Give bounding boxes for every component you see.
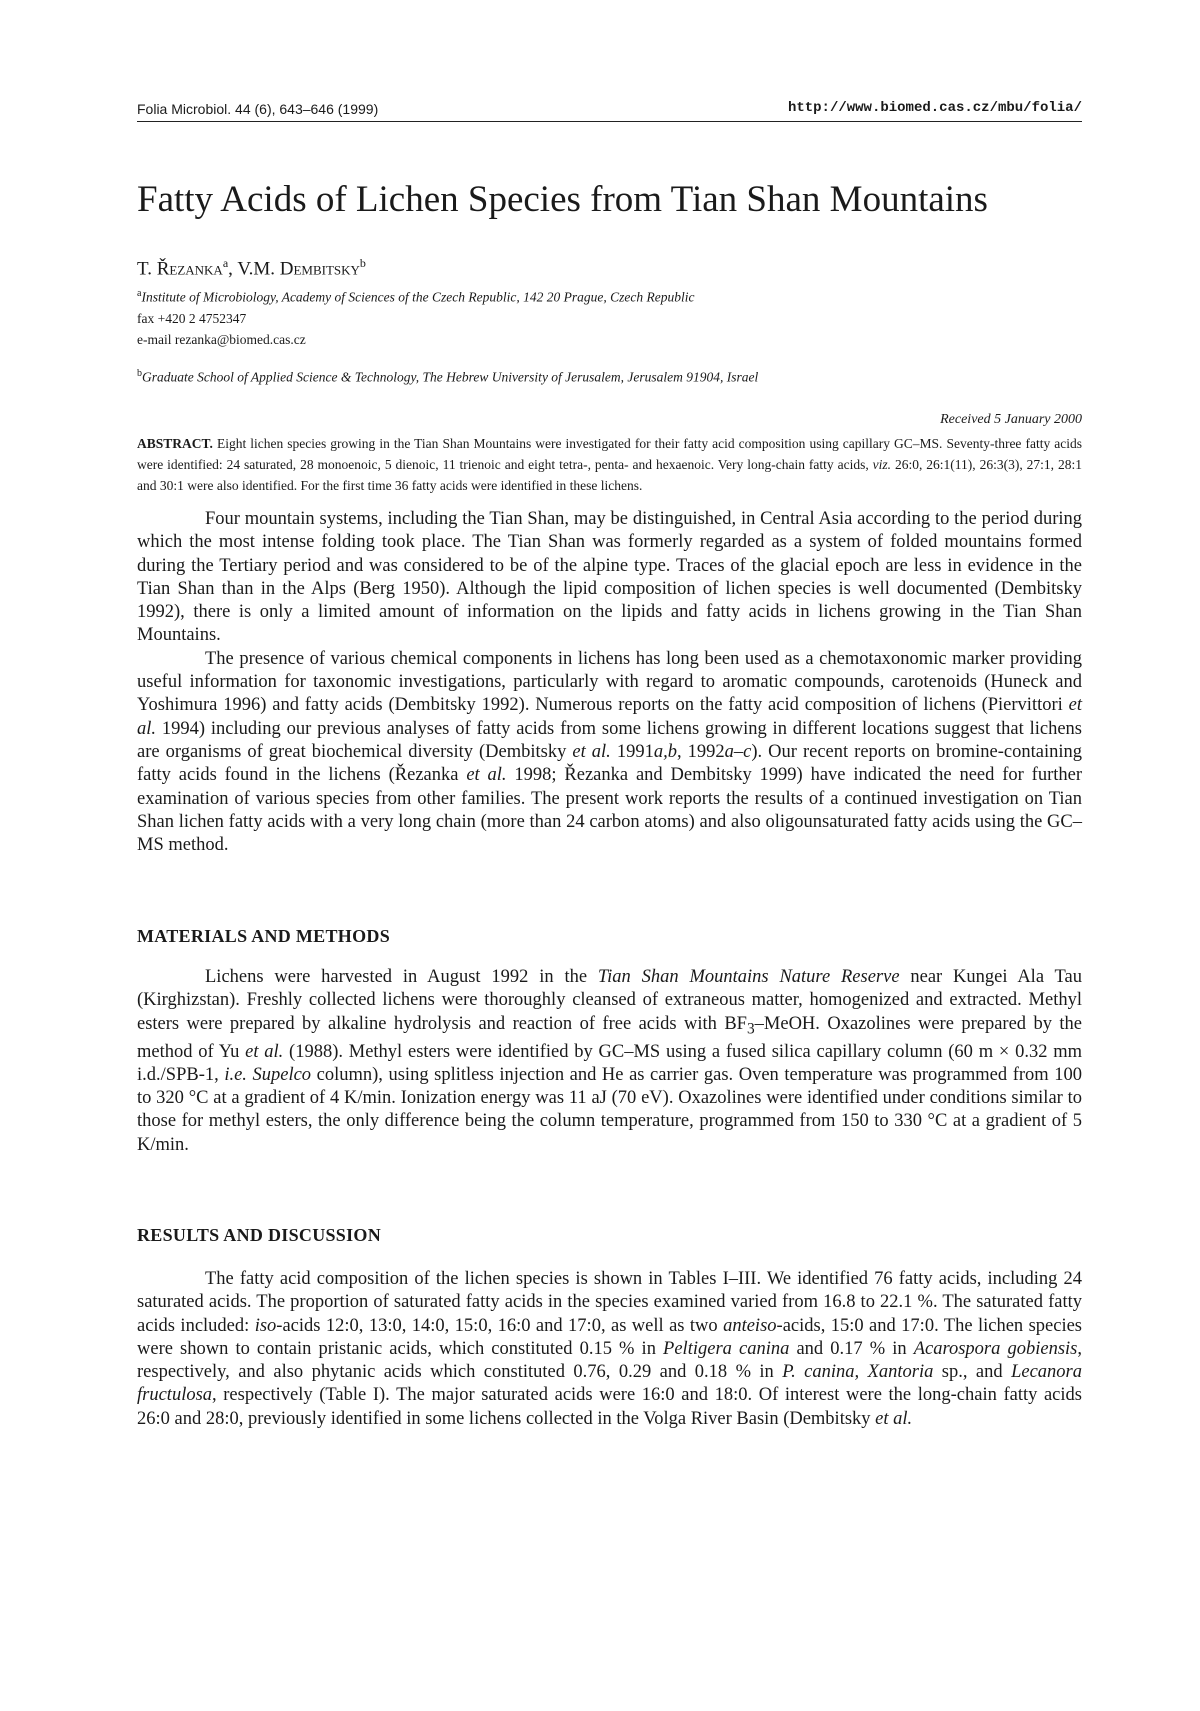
running-header (137, 99, 1082, 122)
abstract-label: ABSTRACT. (137, 436, 213, 451)
results-section (137, 1268, 1082, 1431)
article-title: Fatty Acids of Lichen Species from Tian Shan Mountains (137, 179, 988, 220)
author-1-affiliation-mark: a (222, 256, 229, 270)
author-separator: , (228, 258, 238, 280)
ie-abbrev: i.e. (224, 1064, 247, 1085)
results-paragraph (137, 1268, 1082, 1431)
intro-p2-text-b: 1994) including our previous analyses of fatty acids from some lichens growing in different locations suggest that lichens are organisms of great biochemical diversity (Dembitsky (137, 718, 1082, 762)
et-al: et al. (466, 765, 507, 786)
subscript-3: 3 (746, 1020, 755, 1038)
affiliation-b (137, 365, 1082, 387)
anteiso-term: anteiso (723, 1315, 777, 1336)
et-al: et al. (245, 1041, 284, 1062)
supelco-name: Supelco (252, 1064, 312, 1085)
methods-section (137, 966, 1082, 1157)
methods-paragraph (137, 966, 1082, 1157)
results-text-1: The fatty acid composition of the lichen species is shown in Tables I–III. We identified 76 fatty acids, including 24 saturated acids. The proportion of saturated fatty acids in the species examined varied from 16.8 to 22.1 %. The saturated fatty acids included: (137, 1269, 1082, 1336)
intro-p2-text-e: ). Our recent reports on bromine-containing fatty acids found in the lichens (Řezanka (137, 741, 1082, 786)
abstract-text-2: 26:0, 26:1(11), 26:3(3), 27:1, 28:1 and 30:1 were also identified. For the first time 36 fatty acids were identified in these lichens. (137, 457, 1082, 493)
abstract-viz: viz. (872, 457, 892, 472)
intro-p2-text-d: , 1992 (676, 741, 725, 762)
results-text-4: and 0.17 % in (789, 1338, 914, 1359)
fax-number: fax +420 2 4752347 (137, 311, 247, 326)
iso-term: iso (254, 1315, 277, 1336)
introduction (137, 508, 1082, 857)
author-1-initial: T. (137, 258, 157, 280)
affiliation-a (137, 285, 1082, 307)
methods-text-4: (1988). Methyl esters were identified by GC–MS using a fused silica capillary column (60 m × 0.32 mm i.d./SPB-1, (137, 1041, 1083, 1085)
results-heading: RESULTS AND DISCUSSION (137, 1225, 382, 1245)
journal-url[interactable]: http://www.biomed.cas.cz/mbu/folia/ (787, 100, 1082, 116)
methods-text-5: column), using splitless injection and He as carrier gas. Oven temperature was programmed from 100 to 320 °C at a gradient of 4 K/min. Ionization energy was 11 aJ (70 eV). Oxazolines were identified under conditions similar to those for methyl esters, the only difference being the column temperature, programmed from 150 to 330 °C at a gradient of 5 K/min. (137, 1064, 1083, 1155)
intro-p2-ac: a–c (724, 741, 752, 762)
intro-paragraph-2 (137, 648, 1082, 858)
methods-text-3: –MeOH. Oxazolines were prepared by the method of Yu (137, 1013, 1082, 1062)
results-text-6: sp., and (933, 1362, 1012, 1383)
abstract (137, 433, 1082, 496)
results-text-5: , respectively, and also phytanic acids which constituted 0.76, 0.29 and 0.18 % in (137, 1338, 1082, 1383)
abstract-text-1: Eight lichen species growing in the Tian Shan Mountains were investigated for their fatty acid composition using capillary GC–MS. Seventy-three fatty acids were identified: 24 saturated, 28 monoenoic, 5 dienoic, 11 trienoic and eight tetra-, penta- and hexaenoic. Very long-chain fatty acids, (137, 436, 1082, 472)
author-1-surname: Řezanka (156, 258, 223, 280)
author-2-surname: Dembitsky (279, 258, 360, 280)
author-list (137, 251, 1082, 281)
species-acarospora: Acarospora gobiensis (913, 1338, 1078, 1359)
affiliation-a-mark: a (137, 288, 142, 299)
affiliation-b-text: Graduate School of Applied Science & Technology, The Hebrew University of Jerusalem, Jerusalem 91904, Israel (142, 369, 759, 385)
results-text-3: -acids, 15:0 and 17:0. The lichen species were shown to contain pristanic acids, which constituted 0.15 % in (137, 1315, 1082, 1359)
intro-p2-text-c: 1991 (610, 741, 654, 762)
intro-paragraph-1: Four mountain systems, including the Tian Shan, may be distinguished, in Central Asia according to the period during which the most intense folding took place. The Tian Shan was formerly regarded as a system of folded mountains formed during the Tertiary period and was considered to be of the alpine type. Traces of the glacial epoch are less in evidence in the Tian Shan than in the Alps (Berg 1950). Although the lipid composition of lichen species is well documented (Dembitsky 1992), there is only a limited amount of information on the lipids and fatty acids in lichens growing in the Tian Shan Mountains. (137, 509, 1082, 646)
et-al: et al. (572, 741, 611, 762)
species-pcanina-xantoria: P. canina, Xantoria (782, 1362, 934, 1383)
et-al: et al. (875, 1408, 913, 1429)
et-al: et al. (137, 695, 1082, 739)
author-2-affiliation-mark: b (359, 256, 366, 270)
species-lecanora: Lecanora fructulosa (137, 1362, 1082, 1406)
methods-text-2: near Kungei Ala Tau (Kirghizstan). Freshly collected lichens were thoroughly cleansed of extraneous matter, homogenized and extracted. Methyl esters were prepared by alkaline hydrolysis and reaction of free acids with BF (137, 967, 1082, 1034)
affiliation-a-text: Institute of Microbiology, Academy of Sciences of the Czech Republic, 142 20 Prague, Czech Republic (141, 289, 695, 305)
email-address[interactable]: e-mail rezanka@biomed.cas.cz (137, 332, 306, 347)
results-text-7: , respectively (Table I). The major saturated acids were 16:0 and 18:0. Of interest were the long-chain fatty acids 26:0 and 28:0, previously identified in some lichens collected in the Volga River Basin (Dembitsky (137, 1385, 1082, 1429)
intro-p2-ab: a,b (653, 741, 677, 762)
received-date: Received 5 January 2000 (940, 412, 1082, 427)
journal-citation: Folia Microbiol. 44 (6), 643–646 (1999) (137, 101, 379, 117)
intro-p2-text-f: 1998; Řezanka and Dembitsky 1999) have indicated the need for further examination of various species from other families. The present work reports the results of a continued investigation on Tian Shan lichen fatty acids with a very long chain (more than 24 carbon atoms) and also oligounsaturated fatty acids using the GC–MS method. (137, 765, 1083, 856)
affiliation-b-mark: b (137, 368, 142, 379)
nature-reserve-name: Tian Shan Mountains Nature Reserve (597, 967, 900, 987)
results-text-2: -acids 12:0, 13:0, 14:0, 15:0, 16:0 and 17:0, as well as two (276, 1315, 724, 1336)
methods-heading: MATERIALS AND METHODS (137, 926, 390, 946)
methods-text-1: Lichens were harvested in August 1992 in the (205, 967, 598, 987)
species-peltigera: Peltigera canina (663, 1338, 790, 1359)
author-2-initial: V.M. (237, 258, 280, 280)
intro-p2-text-a: The presence of various chemical components in lichens has long been used as a chemotaxonomic marker providing useful information for taxonomic investigations, particularly with regard to aromatic compounds, carotenoids (Huneck and Yoshimura 1996) and fatty acids (Dembitsky 1992). Numerous reports on the fatty acid composition of lichens (Piervittori (137, 648, 1082, 716)
